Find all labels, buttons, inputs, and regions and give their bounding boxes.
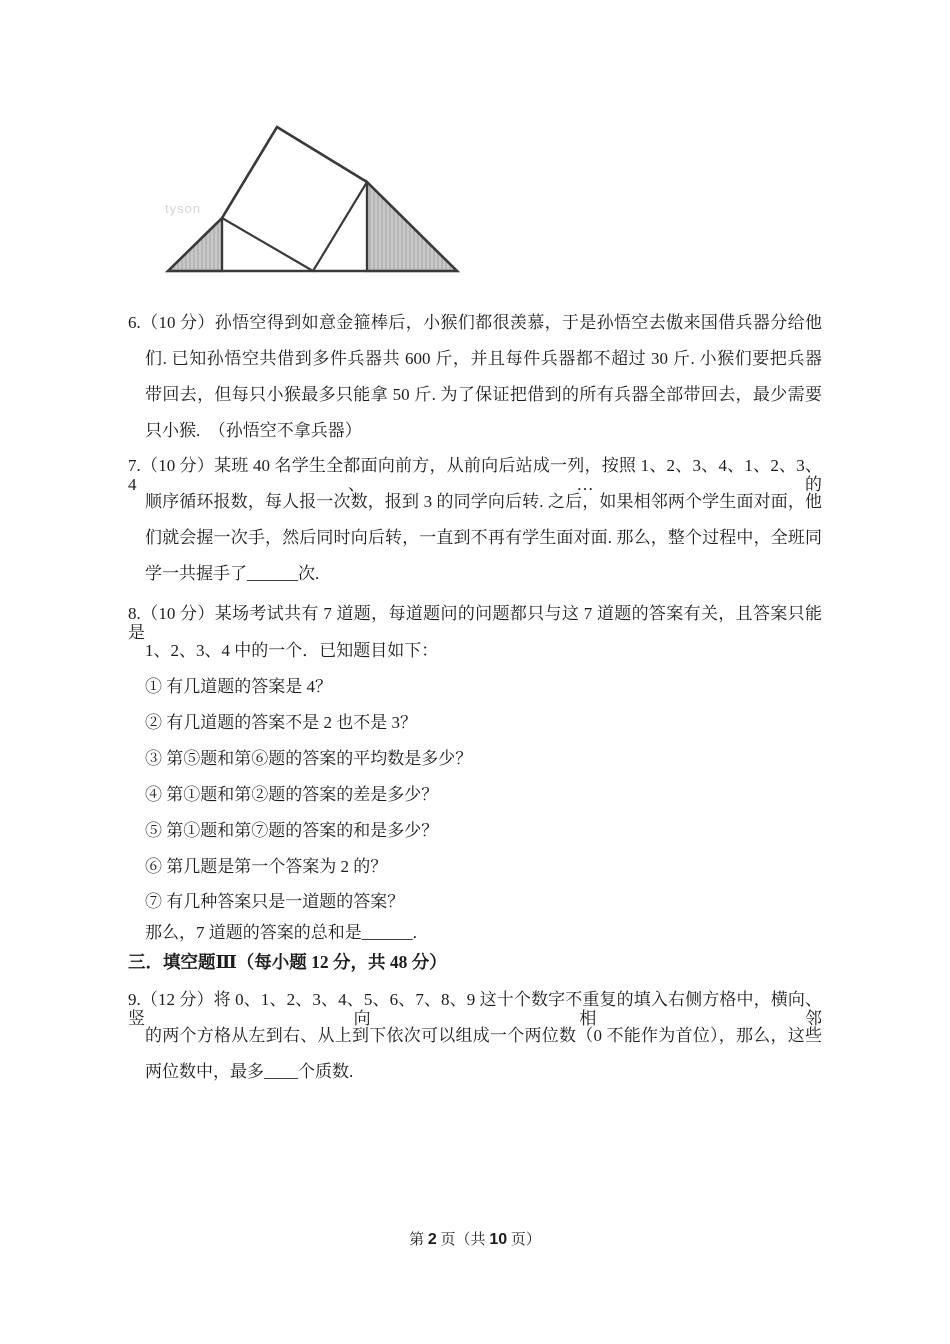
question-8-subitem-4: ④ 第①题和第②题的答案的差是多少？ [145,785,439,804]
question-7-line-1: 7.（10 分）某班 40 名学生全都面向前方，从前向后站成一列，按照 1、2、3、4、1、2、3、4、…的 [128,456,822,494]
question-7-line-2: 顺序循环报数，每人报一次数，报到 3 的同学向后转. 之后，如果相邻两个学生面对面，他 [145,492,822,511]
question-8-line-1: 8.（10 分）某场考试共有 7 道题，每道题问的问题都只与这 7 道题的答案有关，且答案只能是 [128,604,822,642]
question-6-line-2: 们. 已知孙悟空共借到多件兵器共 600 斤，并且每件兵器都不超过 30 斤. 小猴们要把兵器 [145,349,822,368]
watermark-text: tyson [165,201,202,216]
question-9-line-2: 的两个方格从左到右、从上到下依次可以组成一个两位数（0 不能作为首位），那么，这些 [145,1026,822,1045]
question-6-line-3: 带回去，但每只小猴最多只能拿 50 斤. 为了保证把借到的所有兵器全部带回去，最少需要 [145,385,822,404]
question-8-subitem-5: ⑤ 第①题和第⑦题的答案的和是多少？ [145,821,439,840]
geometry-figure [155,112,470,280]
question-9-line-1: 9.（12 分）将 0、1、2、3、4、5、6、7、8、9 这十个数字不重复的填入右侧方格中，横向、竖向相邻 [128,990,822,1028]
section-3-heading: 三．填空题Ⅲ（每小题 12 分，共 48 分） [128,952,447,972]
question-8-subitem-3: ③ 第⑤题和第⑥题的答案的平均数是多少？ [145,749,473,768]
question-8-subitem-7: ⑦ 有几种答案只是一道题的答案？ [145,892,405,911]
question-9-line-3: 两位数中，最多____个质数. [145,1062,354,1081]
question-8-line-2: 1、2、3、4 中的一个．已知题目如下： [145,641,439,660]
footer-prefix: 第 [409,1232,428,1248]
tilted-square [222,127,367,271]
footer-suffix: 页） [507,1232,541,1248]
question-8-subitem-2: ② 有几道题的答案不是 2 也不是 3？ [145,713,417,732]
question-7-line-4: 学一共握手了______次. [145,564,320,583]
question-6-line-1: 6.（10 分）孙悟空得到如意金箍棒后，小猴们都很羡慕，于是孙悟空去傲来国借兵器分给他 [128,313,822,332]
triangle-square-diagram [155,112,470,280]
footer-page-number: 2 [427,1231,437,1248]
question-8-subitem-6: ⑥ 第几题是第一个答案为 2 的？ [145,857,388,876]
question-6-line-4: 只小猴. （孙悟空不拿兵器） [145,421,362,440]
footer-total-pages: 10 [489,1231,508,1248]
question-7-line-3: 们就会握一次手，然后同时向后转，一直到不再有学生面对面. 那么，整个过程中，全班同 [145,528,822,547]
question-8-subitem-1: ① 有几道题的答案是 4？ [145,677,332,696]
question-8-conclusion: 那么，7 道题的答案的总和是______. [145,923,417,942]
page-footer [0,1228,950,1248]
footer-middle: 页（共 [436,1232,490,1248]
